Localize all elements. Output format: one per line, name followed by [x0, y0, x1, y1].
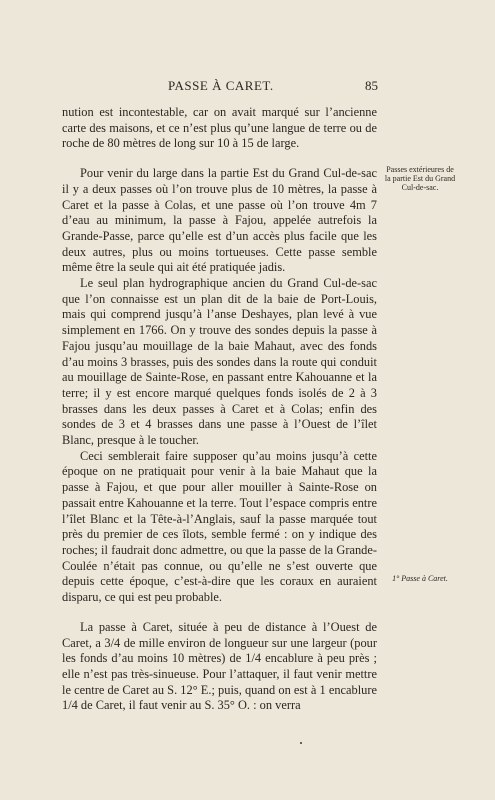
margin-note-passe-a-caret: 1° Passe à Caret.: [392, 574, 448, 583]
body-text: [62, 105, 377, 714]
paragraph-2: Pour venir du large dans la partie Est du Grand Cul-de-sac il y a deux passes où l’on trouve plus de 10 mètres, la passe à Caret et la passe à Colas, et une passe où l’on trouve 4m 7 d’eau au minimum, la passe à Fajou, appelée autrefois la Grande-Passe, parce qu’elle est d’un accès plus facile que les deux autres, plus ou moins tortueuses. Cette passe semble même être la seule qui ait été pratiquée jadis.: [62, 166, 377, 275]
paragraph-1: nution est incontestable, car on avait marqué sur l’ancienne carte des maisons, et ce n’est plus qu’une langue de terre ou de roche de 80 mètres de long sur 10 à 15 de large.: [62, 105, 377, 151]
paragraph-3: Le seul plan hydrographique ancien du Grand Cul-de-sac que l’on connaisse est un plan dit de la baie de Port-Louis, mais qui comprend jusqu’à l’anse Deshayes, plan levé à vue simplement en 1766. On y trouve des sondes depuis la passe à Fajou jusqu’au mouillage de la baie Mahaut, avec des fonds d’au moins 3 brasses, puis des sondes dans la route qui conduit au mouillage de Sainte-Rose, en passant entre Kahouanne et la terre; il y est encore marqué quelques fonds isolés de 2 à 3 brasses dans les deux passes à Caret et à Colas; enfin des sondes de 3 et 4 brasses dans une passe à l’Ouest de l’îlet Blanc, presque à le toucher.: [62, 276, 377, 448]
print-mark: [300, 742, 302, 744]
page-number: 85: [365, 78, 378, 93]
paragraph-4: Ceci semblerait faire supposer qu’au moins jusqu’à cette époque on ne pratiquait pour venir à la baie Mahaut que la passe à Fajou, et que pour aller mouiller à Sainte-Rose on passait entre Kahouanne et la terre. Tout l’espace compris entre l’îlet Blanc et la Tête-à-l’Anglais, sauf la passe marquée tout près du premier de ces îlots, semble fermé : on y indique des roches; il faudrait donc admettre, ou que la passe de la Grande-Coulée n’était pas connue, ou qu’elle ne s’est ouverte que depuis cette époque, c’est-à-dire que les coraux en auraient disparu, ce qui est peu probable.: [62, 448, 377, 605]
page-title: PASSE À CARET.: [168, 78, 274, 93]
running-head: [0, 78, 495, 98]
margin-note-passes-exterieures: Passes extérieures de la partie Est du Grand Cul-de-sac.: [384, 165, 456, 192]
paragraph-5: La passe à Caret, située à peu de distance à l’Ouest de Caret, a 3/4 de mille environ de longueur sur une largeur (pour les fonds d’au moins 10 mètres) de 1/4 encablure à peu près ; elle n’est pas très-sinueuse. Pour l’attaquer, il faut venir mettre le centre de Caret au S. 12° E.; puis, quand on est à 1 encablure 1/4 de Caret, il faut venir au S. 35° O. : on verra: [62, 619, 377, 713]
